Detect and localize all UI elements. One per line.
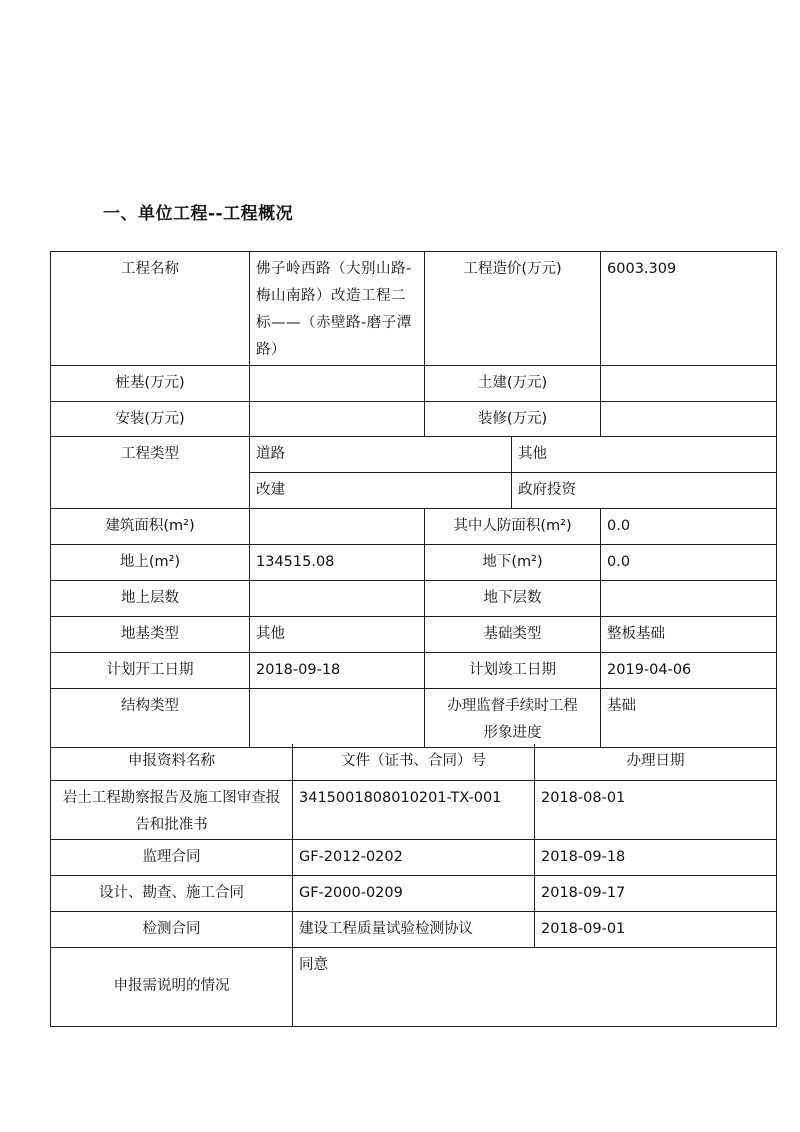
planned-finish-value: 2019-04-06: [601, 653, 777, 689]
project-cost-label: 工程造价(万元): [425, 252, 601, 366]
above-floors-label: 地上层数: [51, 581, 250, 617]
below-floors-value: [601, 581, 777, 617]
notes-label: 申报需说明的情况: [51, 947, 293, 1026]
base-type-label: 基础类型: [425, 617, 601, 653]
pile-label: 桩基(万元): [51, 366, 250, 402]
below-ground-area-label: 地下(m²): [425, 545, 601, 581]
civil-defense-area-value: 0.0: [601, 509, 777, 545]
decor-value: [601, 402, 777, 437]
planned-start-value: 2018-09-18: [250, 653, 425, 689]
project-overview-table: [50, 251, 777, 748]
notes-value: 同意: [293, 947, 777, 1026]
documents-header-date: 办理日期: [535, 744, 777, 780]
planned-finish-label: 计划竣工日期: [425, 653, 601, 689]
structure-type-label: 结构类型: [51, 689, 250, 748]
document-row-number: GF-2012-0202: [293, 839, 535, 875]
foundation-type-label: 地基类型: [51, 617, 250, 653]
document-row-name: 监理合同: [51, 839, 293, 875]
install-label: 安装(万元): [51, 402, 250, 437]
decor-label: 装修(万元): [425, 402, 601, 437]
documents-table: [50, 744, 777, 1027]
progress-label: 办理监督手续时工程形象进度: [425, 689, 601, 748]
progress-value: 基础: [601, 689, 777, 748]
documents-header-number: 文件（证书、合同）号: [293, 744, 535, 780]
document-row-date: 2018-09-01: [535, 911, 777, 947]
above-ground-area-value: 134515.08: [250, 545, 425, 581]
below-ground-area-value: 0.0: [601, 545, 777, 581]
document-row-date: 2018-09-17: [535, 875, 777, 911]
foundation-type-value: 其他: [250, 617, 425, 653]
above-floors-value: [250, 581, 425, 617]
building-area-label: 建筑面积(m²): [51, 509, 250, 545]
project-name-label: 工程名称: [51, 252, 250, 366]
project-type-d: 政府投资: [512, 473, 777, 509]
planned-start-label: 计划开工日期: [51, 653, 250, 689]
base-type-value: 整板基础: [601, 617, 777, 653]
documents-header-name: 申报资料名称: [51, 744, 293, 780]
above-ground-area-label: 地上(m²): [51, 545, 250, 581]
civil-label: 土建(万元): [425, 366, 601, 402]
document-row-name: 设计、勘查、施工合同: [51, 875, 293, 911]
project-name-value: 佛子岭西路（大别山路-梅山南路）改造工程二标——（赤壁路-磨子潭路）: [250, 252, 425, 366]
project-cost-value: 6003.309: [601, 252, 777, 366]
project-type-b: 其他: [512, 437, 777, 473]
pile-value: [250, 366, 425, 402]
document-row-number: 3415001808010201-TX-001: [293, 780, 535, 839]
project-type-a: 道路: [250, 437, 512, 473]
structure-type-value: [250, 689, 425, 748]
document-row-number: 建设工程质量试验检测协议: [293, 911, 535, 947]
civil-value: [601, 366, 777, 402]
document-row-date: 2018-08-01: [535, 780, 777, 839]
document-row-name: 岩土工程勘察报告及施工图审查报告和批准书: [51, 780, 293, 839]
document-row-date: 2018-09-18: [535, 839, 777, 875]
section-heading: 一、单位工程--工程概况: [103, 204, 294, 224]
building-area-value: [250, 509, 425, 545]
install-value: [250, 402, 425, 437]
document-row-name: 检测合同: [51, 911, 293, 947]
document-row-number: GF-2000-0209: [293, 875, 535, 911]
project-type-label: 工程类型: [51, 437, 250, 509]
below-floors-label: 地下层数: [425, 581, 601, 617]
project-type-c: 改建: [250, 473, 512, 509]
civil-defense-area-label: 其中人防面积(m²): [425, 509, 601, 545]
